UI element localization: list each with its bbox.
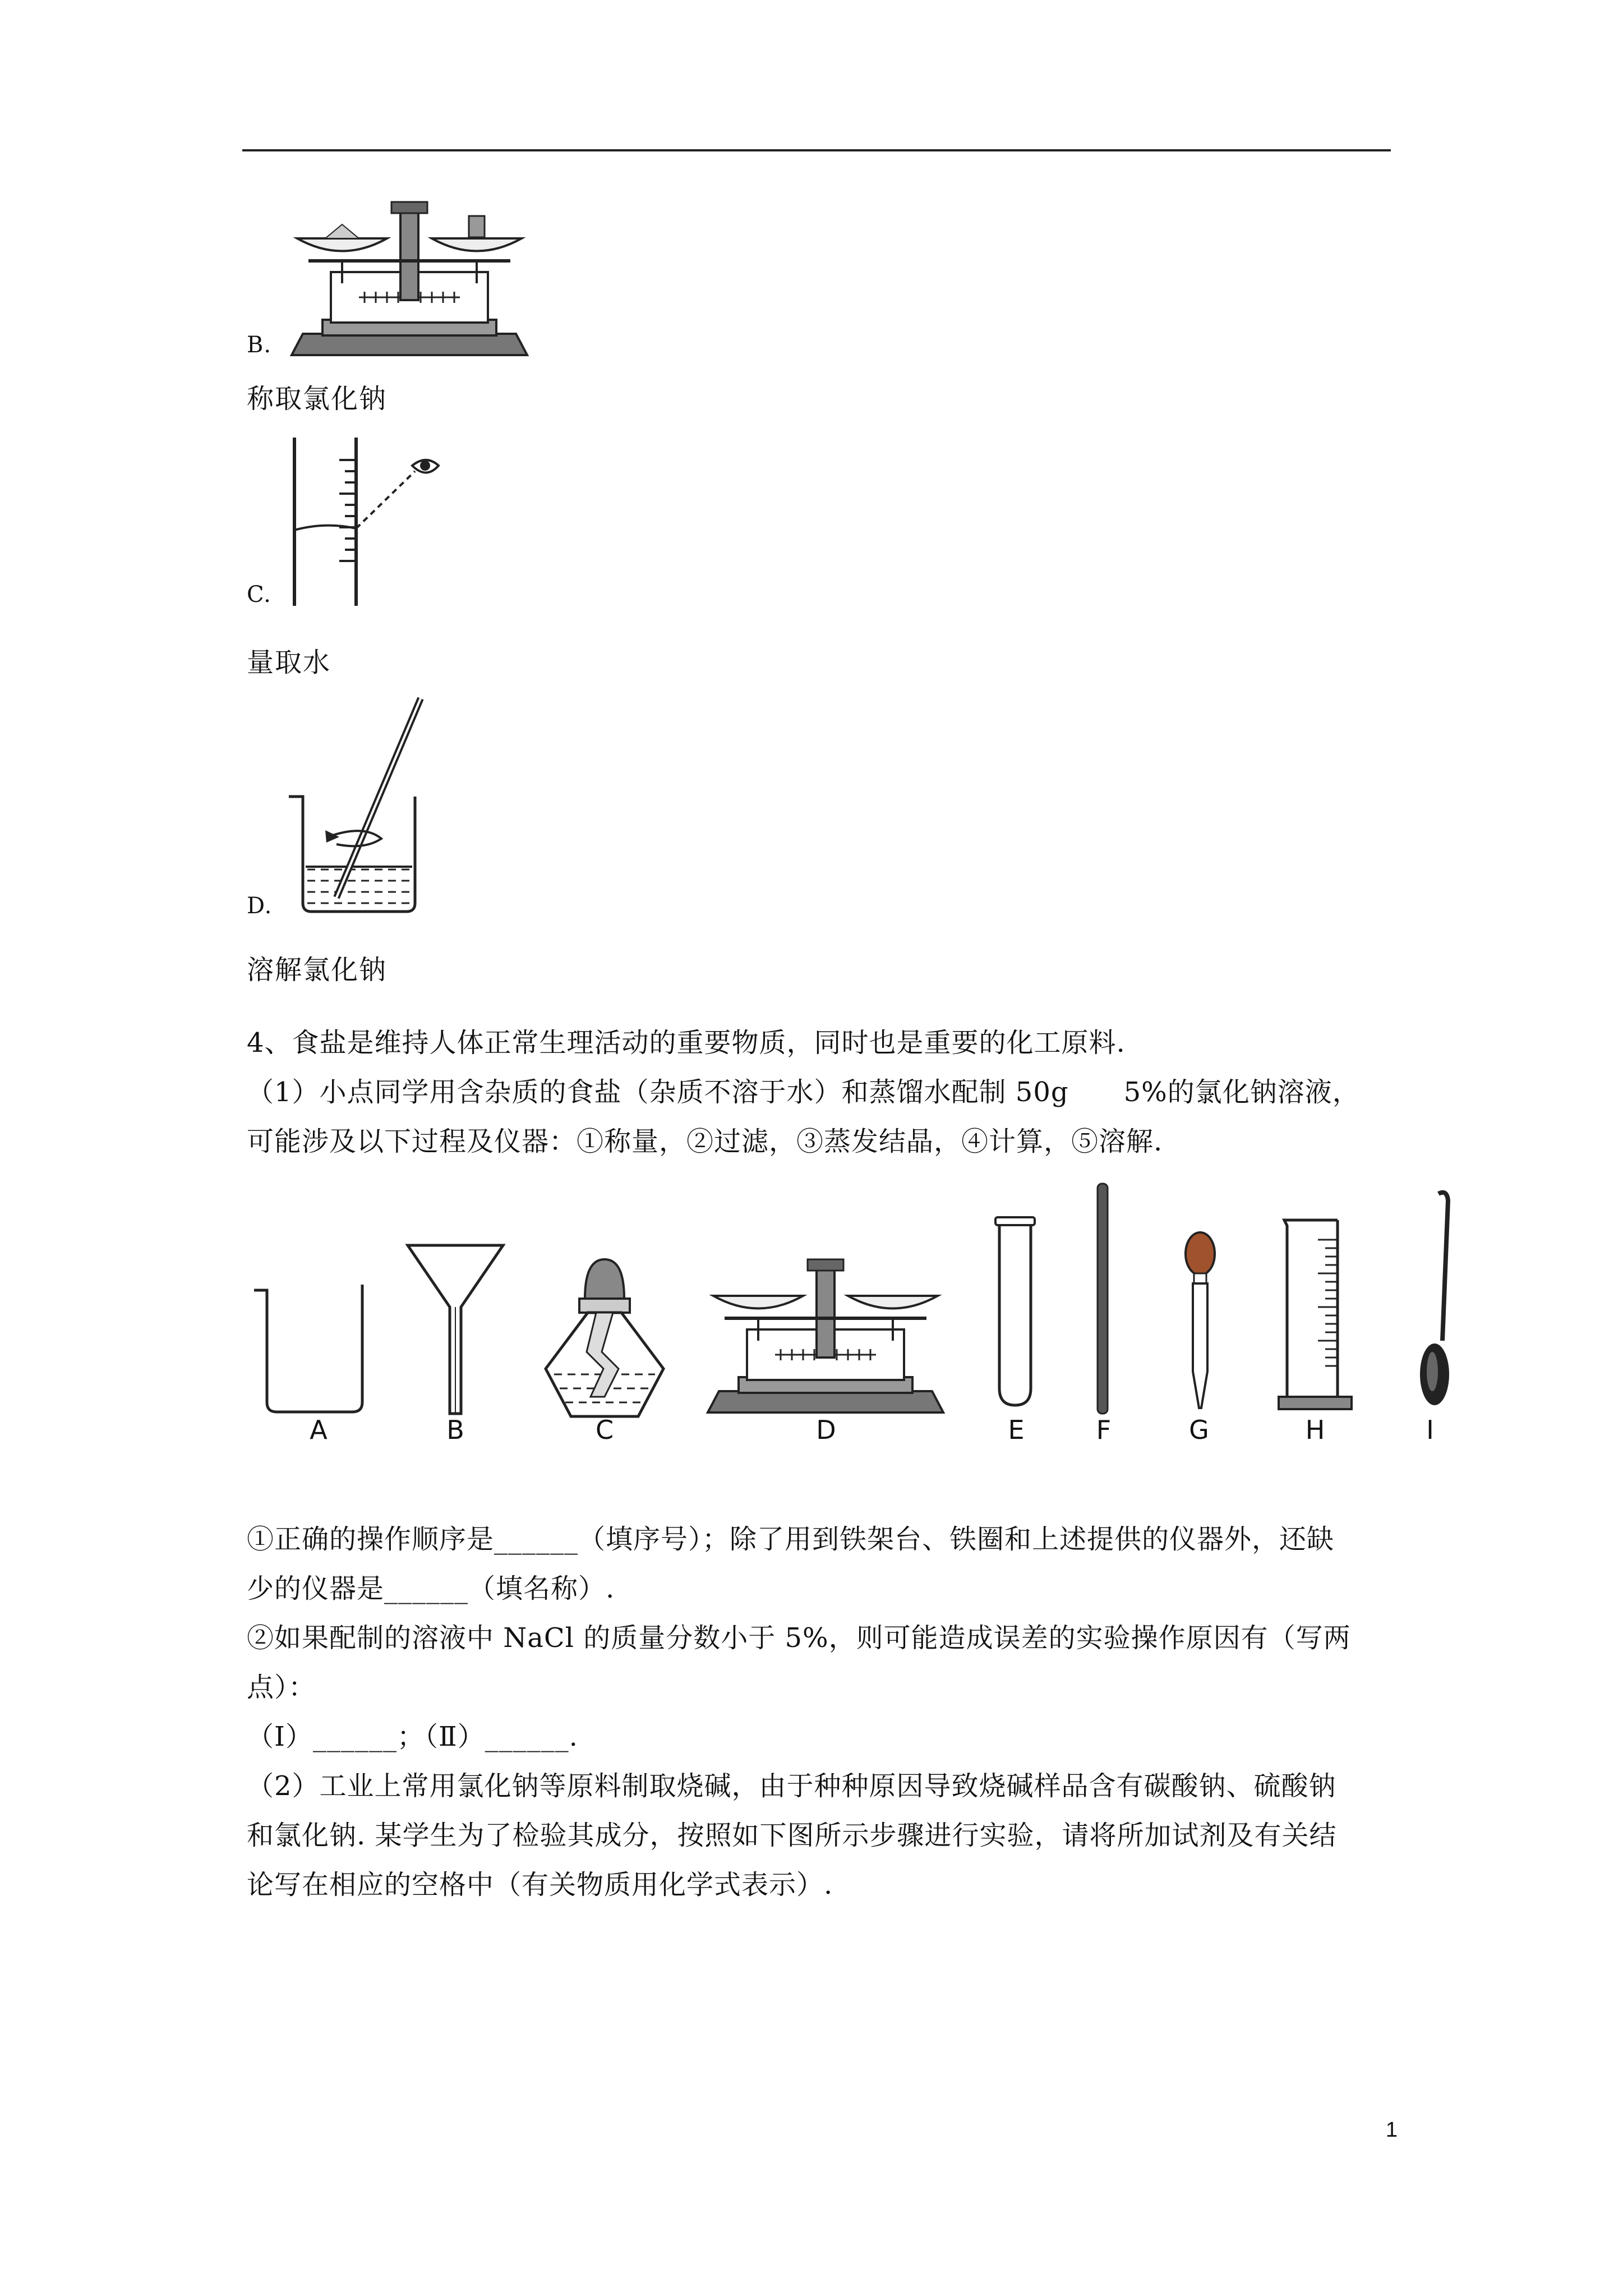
option-caption: 溶解氯化钠 [247,954,388,986]
dropper-icon [1181,1231,1220,1411]
instrument-label: B [446,1415,464,1445]
header-rule [242,149,1391,151]
graduated-cylinder-eye-icon [292,438,449,606]
instrument-label: G [1189,1415,1209,1445]
instrument-label: D [816,1415,836,1445]
instrument-label: E [1008,1415,1025,1445]
balance-icon [708,1254,943,1416]
option-caption: 量取水 [247,647,331,678]
funnel-icon [405,1243,506,1416]
question-4-part2-line2: 和氯化钠. 某学生为了检验其成分，按照如下图所示步骤进行实验，请将所加试剂及有关结 [247,1820,1337,1851]
instrument-label: A [310,1415,328,1445]
glass-rod-icon [1095,1182,1112,1415]
page-number: 1 [1385,2118,1398,2142]
beaker-icon [251,1282,369,1416]
alcohol-lamp-icon [532,1257,677,1419]
graduated-cylinder-icon [1276,1217,1354,1414]
question-4-part2-line1: （2）工业上常用氯化钠等原料制取烧碱，由于种种原因导致烧碱样品含有碳酸钠、硫酸钠 [247,1770,1336,1802]
medicine-spoon-icon [1408,1189,1458,1411]
question-4-sub2-line3: （Ⅰ）______；（Ⅱ）______. [247,1721,578,1752]
question-4-intro: 4、食盐是维持人体正常生理活动的重要物质，同时也是重要的化工原料. [247,1027,1126,1059]
option-letter: C. [247,582,271,608]
question-4-sub2-line1: ②如果配制的溶液中 NaCl 的质量分数小于 5%，则可能造成误差的实验操作原因有（写两 [247,1622,1351,1654]
beaker-stirring-rod-icon [286,696,432,920]
question-4-part1-line1: （1）小点同学用含杂质的食盐（杂质不溶于水）和蒸馏水配制 50g 5%的氯化钠溶液， [247,1076,1360,1108]
instrument-label: I [1426,1415,1434,1445]
question-4-sub2-line2: 点）： [247,1672,316,1703]
option-letter: D. [247,893,273,919]
option-letter: B. [247,332,272,358]
instrument-label: H [1305,1415,1325,1445]
test-tube-icon [993,1214,1038,1411]
question-4-sub1-line2: 少的仪器是______（填名称）. [247,1573,615,1604]
question-4-sub1-line1: ①正确的操作顺序是______（填序号）；除了用到铁架台、铁圈和上述提供的仪器外，还缺 [247,1524,1335,1555]
question-4-part2-line3: 论写在相应的空格中（有关物质用化学式表示）. [247,1869,833,1901]
instrument-label: F [1096,1415,1112,1445]
balance-icon [292,199,527,356]
instrument-label: C [595,1415,614,1445]
question-4-part1-line2: 可能涉及以下过程及仪器：①称量，②过滤，③蒸发结晶，④计算，⑤溶解. [247,1126,1163,1157]
option-caption: 称取氯化钠 [247,383,388,415]
